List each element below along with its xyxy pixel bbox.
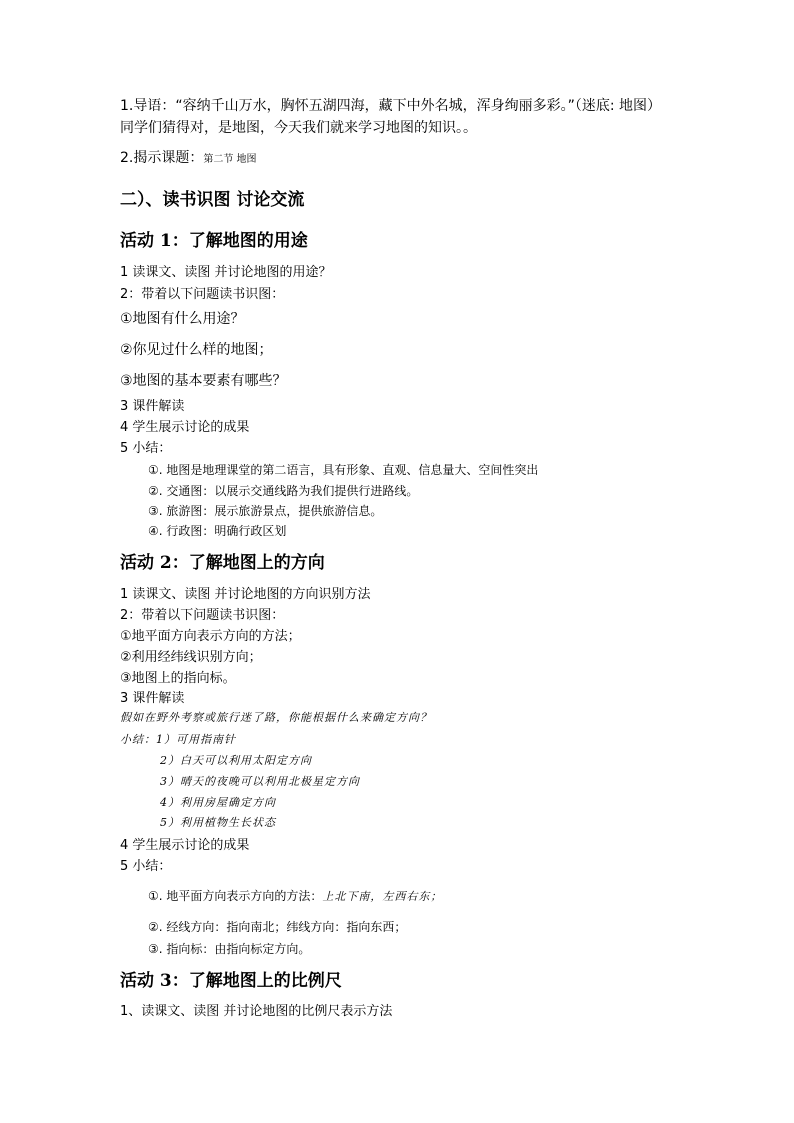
a1-question-1: ①地图有什么用途？	[120, 311, 245, 327]
a2-item-3: 3 课件解读	[120, 691, 185, 706]
activity-2-heading: 活动 2：了解地图上的方向	[120, 553, 325, 573]
a1-item-4: 4 学生展示讨论的成果	[120, 420, 250, 435]
a2-method-4: 4）利用房屋确定方向	[160, 796, 276, 809]
a1-summary-2: ②. 交通图：以展示交通线路为我们提供行进路线。	[148, 484, 419, 498]
intro-line-2: 同学们猜得对，是地图，今天我们就来学习地图的知识。。	[120, 120, 477, 136]
a2-question-2: ②利用经纬线识别方向；	[120, 650, 262, 665]
a2-summary-label: 小结：	[120, 733, 156, 746]
a2-method-2: 2）白天可以利用太阳定方向	[160, 754, 312, 767]
activity-3-heading: 活动 3：了解地图上的比例尺	[120, 971, 342, 991]
a2-item-2: 2：带着以下问题读书识图：	[120, 608, 285, 623]
a2-summary-line-1	[120, 733, 236, 746]
a1-item-3: 3 课件解读	[120, 399, 185, 414]
a2-item-5: 5 小结：	[120, 859, 172, 874]
topic-title: 第二节 地图	[203, 154, 257, 165]
a1-question-3: ③地图的基本要素有哪些？	[120, 373, 287, 389]
topic-label: 2.揭示课题：	[120, 150, 204, 166]
a2-field-question: 假如在野外考察或旅行迷了路，你能根据什么来确定方向？	[120, 711, 432, 724]
a2-summary-1-rule: 上北下南，左西右东；	[322, 890, 443, 903]
a1-summary-3: ③. 旅游图：展示旅游景点，提供旅游信息。	[148, 504, 383, 518]
a2-summary-1	[148, 889, 442, 903]
a2-item-4: 4 学生展示讨论的成果	[120, 838, 250, 853]
a1-question-2: ②你见过什么样的地图；	[120, 342, 273, 358]
a2-method-1: 1）可用指南针	[156, 733, 236, 746]
a2-method-5: 5）利用植物生长状态	[160, 816, 276, 829]
a1-item-5: 5 小结：	[120, 441, 172, 456]
a1-item-2: 2：带着以下问题读书识图：	[120, 287, 285, 302]
a3-item-1: 1、读课文、读图 并讨论地图的比例尺表示方法	[120, 1004, 393, 1019]
a2-question-3: ③地图上的指向标。	[120, 671, 236, 686]
a1-summary-4: ④. 行政图：明确行政区划	[148, 524, 287, 538]
a1-summary-1: ①. 地图是地理课堂的第二语言，具有形象、直观、信息量大、空间性突出	[148, 463, 539, 477]
a2-summary-3: ③. 指向标：由指向标定方向。	[148, 942, 311, 956]
topic-line	[120, 150, 257, 167]
a2-method-3: 3）晴天的夜晚可以利用北极星定方向	[160, 775, 360, 788]
intro-line-1: 1.导语：“容纳千山万水，胸怀五湖四海，藏下中外名城，浑身绚丽多彩。”（迷底: 地图）	[120, 98, 662, 114]
a2-item-1: 1 读课文、读图 并讨论地图的方向识别方法	[120, 587, 371, 602]
a2-question-1: ①地平面方向表示方向的方法；	[120, 629, 301, 644]
a2-summary-2: ②. 经线方向：指向南北；纬线方向：指向东西；	[148, 920, 407, 934]
a1-item-1: 1 读课文、读图 并讨论地图的用途？	[120, 265, 332, 280]
activity-1-heading: 活动 1：了解地图的用途	[120, 231, 308, 251]
section-2-heading: 二）、读书识图 讨论交流	[120, 190, 305, 210]
a2-summary-1-text: ①. 地平面方向表示方向的方法：	[148, 889, 323, 903]
